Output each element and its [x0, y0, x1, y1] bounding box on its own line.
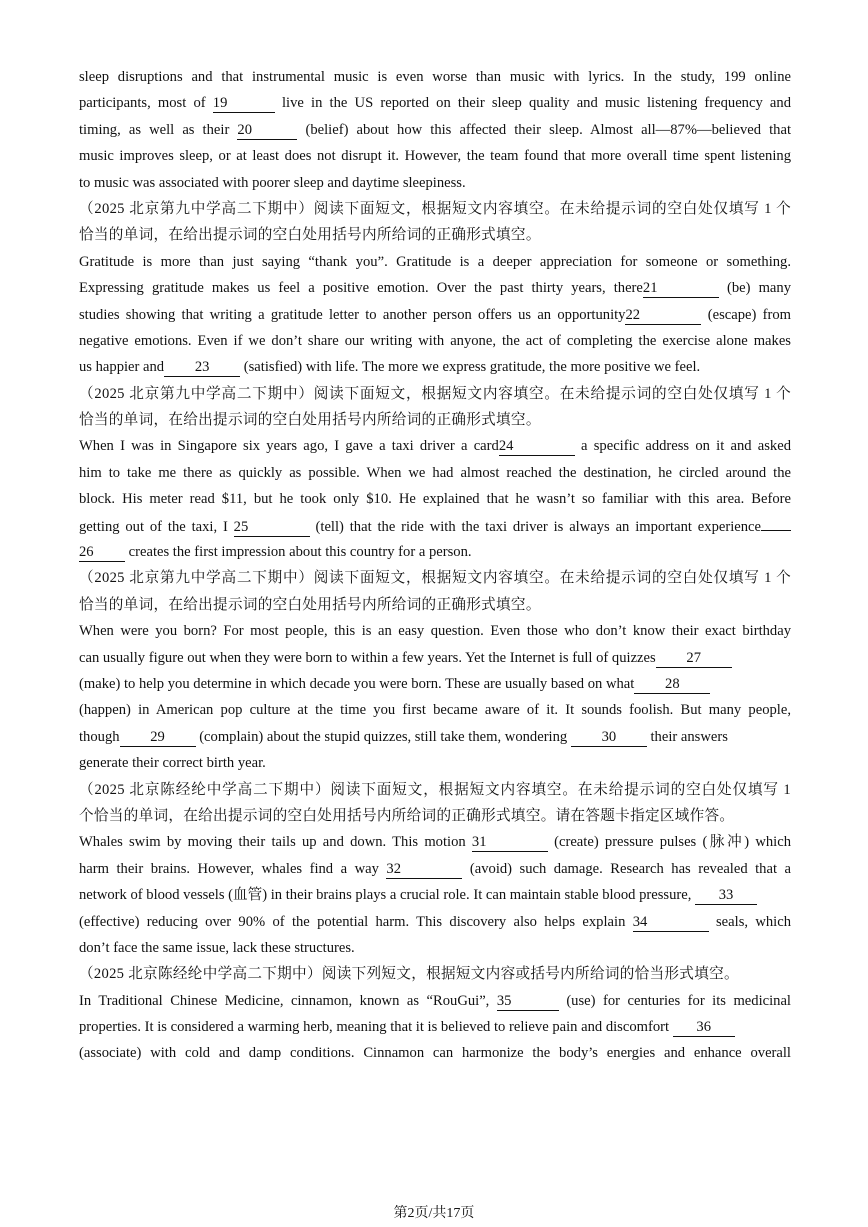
text-segment: (use) for centuries for its medicinal — [558, 992, 791, 1009]
text-segment: (belief) about how this affected their sleep. Almost all—87%—believed that — [297, 121, 792, 138]
text-line — [79, 433, 791, 459]
text-segment: timing, as well as their — [79, 121, 238, 138]
blank-26-start — [761, 513, 791, 531]
blank-27: 27 — [656, 650, 732, 668]
text-segment: In Traditional Chinese Medicine, cinnamon, known as “RouGui”, — [79, 992, 497, 1009]
text-line — [79, 539, 791, 565]
blank-36: 36 — [673, 1019, 735, 1037]
text-line — [79, 724, 791, 750]
text-segment: (create) pressure pulses (脉冲) which — [547, 834, 791, 851]
text-segment: though — [79, 728, 120, 745]
text-segment: creates the first impression about this country for a person. — [125, 544, 472, 561]
question-heading: （2025 北京第九中学高二下期中）阅读下面短文，根据短文内容填空。在未给提示词的空白处仅填写 1 个 — [79, 385, 791, 402]
text-line — [79, 513, 791, 539]
text-line: (happen) in American pop culture at the time you first became aware of it. It sounds foolish. But many people, — [79, 702, 791, 719]
text-segment: When I was in Singapore six years ago, I gave a taxi driver a card — [79, 438, 499, 455]
text-line: Gratitude is more than just saying “thank you”. Gratitude is a deeper appreciation for someone or something. — [79, 253, 791, 270]
text-line — [79, 302, 791, 328]
text-segment: (make) to help you determine in which decade you were born. These are usually based on what — [79, 675, 635, 692]
text-segment: us happier and — [79, 359, 165, 376]
blank-24: 24 — [499, 438, 575, 456]
question-heading: （2025 北京第九中学高二下期中）阅读下面短文，根据短文内容填空。在未给提示词的空白处仅填写 1 个 — [79, 200, 791, 217]
blank-31: 31 — [472, 834, 548, 852]
question-heading: 恰当的单词，在给出提示词的空白处用括号内所给词的正确形式填空。 — [79, 227, 541, 244]
page-content — [79, 64, 791, 1067]
text-line — [79, 882, 791, 908]
text-segment: network of blood vessels (血管) in their brains plays a crucial role. It can maintain stable blood pressure, — [79, 887, 696, 904]
text-line — [79, 671, 791, 697]
text-line: block. His meter read $11, but he took only $10. He explained that he wasn’t so familiar with this area. Before — [79, 491, 791, 508]
question-heading: 恰当的单词，在给出提示词的空白处用括号内所给词的正确形式填空。 — [79, 596, 541, 613]
text-segment: (effective) reducing over 90% of the potential harm. This discovery also helps explain — [79, 913, 633, 930]
text-segment: participants, most of — [79, 95, 213, 112]
text-segment: live in the US reported on their sleep quality and music listening frequency and — [274, 95, 791, 112]
page-number: 第2页/共17页 — [393, 1206, 475, 1221]
question-heading: （2025 北京陈经纶中学高二下期中）阅读下列短文，根据短文内容或括号内所给词的恰当形式填空。 — [79, 966, 739, 983]
blank-23: 23 — [164, 359, 240, 377]
text-segment: Whales swim by moving their tails up and down. This motion — [79, 834, 472, 851]
text-line: music improves sleep, or at least does not disrupt it. However, the team found that more overall time spent listening — [79, 148, 791, 165]
text-line — [79, 909, 791, 935]
text-line: When were you born? For most people, this is an easy question. Even those who don’t know their exact birthday — [79, 623, 791, 640]
blank-21: 21 — [643, 280, 719, 298]
text-line: don’t face the same issue, lack these structures. — [79, 939, 355, 956]
text-line — [79, 275, 791, 301]
text-segment: Expressing gratitude makes us feel a positive emotion. Over the past thirty years, there — [79, 280, 643, 297]
text-line — [79, 117, 791, 143]
text-segment: harm their brains. However, whales find a way — [79, 860, 387, 877]
text-segment: properties. It is considered a warming herb, meaning that it is believed to relieve pain and discomfort — [79, 1019, 673, 1036]
question-heading: 恰当的单词，在给出提示词的空白处用括号内所给词的正确形式填空。 — [79, 412, 541, 429]
text-segment: (tell) that the ride with the taxi driver is always an important experience — [309, 518, 761, 535]
blank-29: 29 — [120, 729, 196, 747]
text-line: generate their correct birth year. — [79, 755, 266, 772]
text-segment: studies showing that writing a gratitude letter to another person offers us an opportunity — [79, 306, 626, 323]
blank-22: 22 — [625, 307, 701, 325]
blank-25: 25 — [234, 519, 310, 537]
text-segment: their answers — [646, 728, 728, 745]
text-segment: (escape) from — [701, 306, 791, 323]
question-heading: （2025 北京第九中学高二下期中）阅读下面短文，根据短文内容填空。在未给提示词的空白处仅填写 1 个 — [79, 570, 791, 587]
blank-26: 26 — [79, 544, 125, 562]
question-heading: 个恰当的单词，在给出提示词的空白处用括号内所给词的正确形式填空。请在答题卡指定区域作答。 — [79, 807, 735, 824]
text-segment: (avoid) such damage. Research has revealed that a — [462, 860, 791, 877]
blank-19: 19 — [213, 95, 275, 113]
blank-28: 28 — [634, 676, 710, 694]
text-segment: can usually figure out when they were born to within a few years. Yet the Internet is full of quizzes — [79, 649, 656, 666]
blank-35: 35 — [497, 993, 559, 1011]
text-segment: getting out of the taxi, I — [79, 518, 234, 535]
blank-34: 34 — [633, 914, 709, 932]
text-line — [79, 856, 791, 882]
text-line — [79, 354, 791, 380]
text-line — [79, 988, 791, 1014]
text-line: sleep disruptions and that instrumental music is even worse than music with lyrics. In the study, 199 online — [79, 69, 791, 85]
text-line — [79, 90, 791, 116]
blank-20: 20 — [237, 122, 297, 140]
blank-32: 32 — [386, 861, 462, 879]
text-segment: seals, which — [708, 913, 791, 930]
text-line — [79, 1014, 791, 1040]
blank-33: 33 — [695, 887, 757, 905]
text-segment: a specific address on it and asked — [574, 438, 792, 455]
text-line: to music was associated with poorer sleep and daytime sleepiness. — [79, 174, 466, 191]
text-segment: (be) many — [718, 280, 791, 297]
text-line: negative emotions. Even if we don’t share our writing with anyone, the act of completing the exercise alone makes — [79, 332, 791, 349]
text-segment: (complain) about the stupid quizzes, still take them, wondering — [195, 728, 571, 745]
text-segment: (satisfied) with life. The more we express gratitude, the more positive we feel. — [240, 359, 701, 376]
text-line: (associate) with cold and damp conditions. Cinnamon can harmonize the body’s energies and enhance overall — [79, 1045, 791, 1062]
text-line — [79, 645, 791, 671]
text-line: him to take me there as quickly as possible. When we had almost reached the destination, he circled around the — [79, 464, 791, 481]
text-line — [79, 829, 791, 855]
question-heading: （2025 北京陈经纶中学高二下期中）阅读下面短文，根据短文内容填空。在未给提示词的空白处仅填写 1 — [79, 781, 791, 798]
blank-30: 30 — [571, 729, 647, 747]
